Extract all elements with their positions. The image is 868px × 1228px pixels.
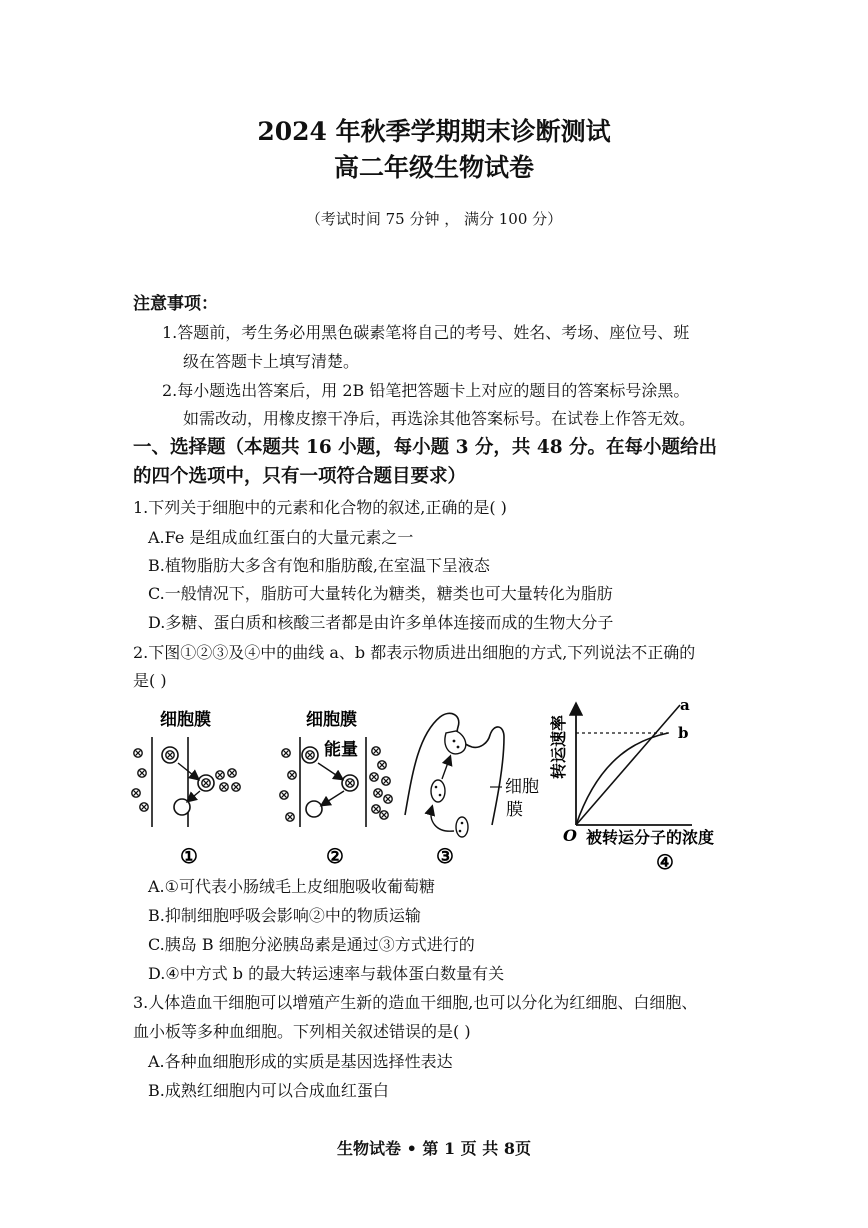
question-2-option-a: A.①可代表小肠绒毛上皮细胞吸收葡萄糖 bbox=[148, 877, 435, 896]
figure-1-label: 细胞膜 bbox=[160, 710, 211, 730]
note-2-line-2: 如需改动，用橡皮擦干净后，再选涂其他答案标号。在试卷上作答无效。 bbox=[183, 409, 696, 428]
note-1-line-1: 1.答题前，考生务必用黑色碳素笔将自己的考号、姓名、考场、座位号、班 bbox=[162, 323, 690, 342]
page-footer: 生物试卷 • 第 1 页 共 8页 bbox=[337, 1139, 531, 1158]
question-1-option-a: A.Fe 是组成血红蛋白的大量元素之一 bbox=[148, 528, 414, 547]
question-1-option-b: B.植物脂肪大多含有饱和脂肪酸,在室温下呈液态 bbox=[148, 556, 490, 575]
figure-1-diagram bbox=[132, 709, 240, 868]
notes-heading: 注意事项： bbox=[133, 294, 218, 314]
figure-4-origin: O bbox=[563, 826, 577, 845]
exam-info: （考试时间 75 分钟 ， 满分 100 分） bbox=[305, 210, 563, 228]
question-2-stem-line-1: 2.下图①②③及④中的曲线 a、b 都表示物质进出细胞的方式,下列说法不正确的 bbox=[133, 643, 696, 662]
section-1-heading-line-2: 的四个选项中，只有一项符合题目要求） bbox=[133, 466, 467, 487]
figure-2-number: ② bbox=[326, 844, 344, 868]
curve-b-label: b bbox=[678, 724, 689, 742]
figure-4-number: ④ bbox=[656, 850, 674, 874]
note-1-line-2: 级在答题卡上填写清楚。 bbox=[183, 352, 360, 371]
question-2-option-d: D.④中方式 b 的最大转运速率与载体蛋白数量有关 bbox=[148, 964, 505, 983]
question-3-option-b: B.成熟红细胞内可以合成血红蛋白 bbox=[148, 1081, 389, 1100]
figure-4-y-axis-label: 转运速率 bbox=[549, 714, 568, 779]
question-3-stem-line-2: 血小板等多种血细胞。下列相关叙述错误的是( ) bbox=[133, 1022, 471, 1041]
exam-title: 2024 年秋季学期期末诊断测试 bbox=[257, 117, 611, 146]
question-2-option-b: B.抑制细胞呼吸会影响②中的物质运输 bbox=[148, 906, 421, 925]
question-2-figure bbox=[120, 695, 760, 875]
figure-2-label: 细胞膜 bbox=[306, 710, 357, 730]
curve-a-line bbox=[576, 705, 680, 825]
question-1-stem: 1.下列关于细胞中的元素和化合物的叙述,正确的是( ) bbox=[133, 498, 507, 517]
figure-1-number: ① bbox=[180, 844, 198, 868]
question-1-option-d: D.多糖、蛋白质和核酸三者都是由许多单体连接而成的生物大分子 bbox=[148, 613, 614, 632]
question-2-stem-line-2: 是( ) bbox=[133, 671, 167, 690]
figure-3-diagram bbox=[405, 713, 539, 868]
energy-label: 能量 bbox=[324, 740, 358, 760]
section-1-heading-line-1: 一、选择题（本题共 16 小题，每小题 3 分，共 48 分。在每小题给出 bbox=[133, 437, 718, 458]
curve-b-line bbox=[576, 733, 668, 825]
question-2-option-c: C.胰岛 B 细胞分泌胰岛素是通过③方式进行的 bbox=[148, 935, 475, 954]
figure-3-label-line-2: 膜 bbox=[506, 800, 523, 820]
figure-4-x-axis-label: 被转运分子的浓度 bbox=[586, 828, 715, 847]
question-3-stem-line-1: 3.人体造血干细胞可以增殖产生新的造血干细胞,也可以分化为红细胞、白细胞、 bbox=[133, 993, 698, 1012]
note-2-line-1: 2.每小题选出答案后，用 2B 铅笔把答题卡上对应的题目的答案标号涂黑。 bbox=[162, 381, 690, 400]
question-1-option-c: C.一般情况下，脂肪可大量转化为糖类，糖类也可大量转化为脂肪 bbox=[148, 584, 613, 603]
question-3-option-a: A.各种血细胞形成的实质是基因选择性表达 bbox=[148, 1052, 453, 1071]
figure-2-diagram bbox=[280, 709, 392, 868]
exam-subtitle: 高二年级生物试卷 bbox=[333, 153, 534, 182]
figure-3-number: ③ bbox=[436, 844, 454, 868]
curve-a-label: a bbox=[680, 696, 690, 714]
figure-4-graph bbox=[549, 696, 714, 874]
figure-3-label-line-1: 细胞 bbox=[505, 777, 539, 797]
